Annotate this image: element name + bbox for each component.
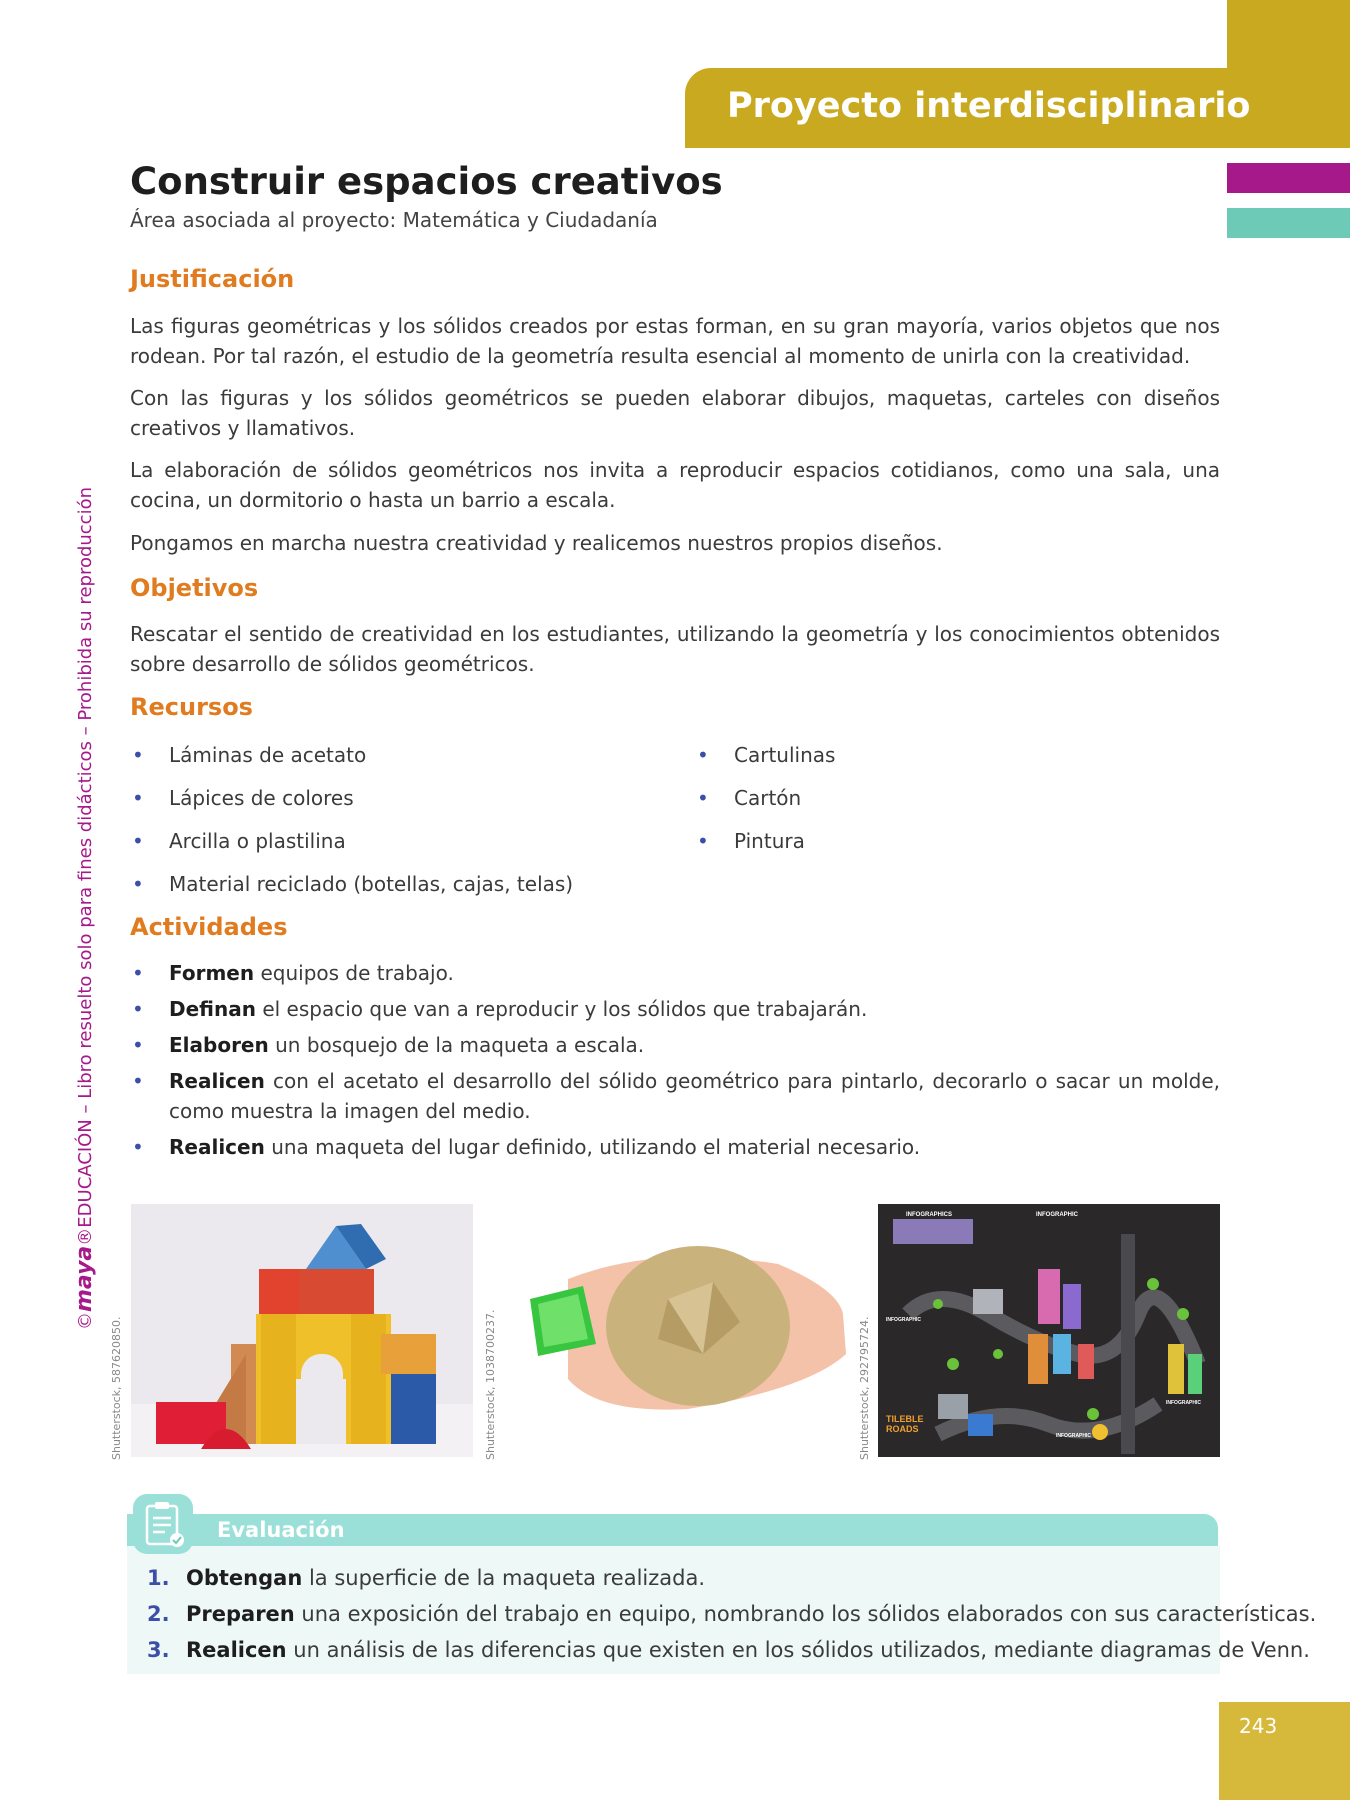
heading-recursos: Recursos [130,693,253,721]
accent-bar-magenta [1227,163,1350,193]
clay-hand-image [508,1204,846,1457]
registered-symbol: ® [75,1227,96,1246]
list-item: • Elaboren un bosquejo de la maqueta a escala. [130,1030,1220,1060]
photo-credit-1: Shutterstock, 587620850. [110,1316,123,1460]
list-item: • Arcilla o plastilina [130,826,650,869]
list-item: • Cartulinas [695,740,1095,783]
actividades-list [130,958,1220,1168]
infographic-label: INFOGRAPHIC [886,1317,921,1323]
photo-clay-hand [508,1204,846,1457]
header-gold-strip [1227,0,1350,68]
bullet-icon: • [132,997,144,1021]
heading-objetivos: Objetivos [130,574,259,602]
brand-logo: maya [72,1245,97,1312]
recursos-list-right [695,740,1095,869]
accent-bar-teal [1227,208,1350,238]
infographic-label: INFOGRAPHICS [906,1212,953,1218]
page-number-box [1219,1702,1350,1800]
clipboard-icon [133,1494,193,1554]
infographic-label: INFOGRAPHIC [1036,1212,1078,1218]
bullet-icon: • [132,1033,144,1057]
copyright-text: EDUCACIÓN – Libro resuelto solo para fines didácticos – Prohibida su reproducción [75,486,96,1228]
infographic-image [878,1204,1220,1457]
infographic-label: INFOGRAPHIC [1056,1433,1091,1439]
bullet-icon: • [697,786,709,810]
item-number: 2. [147,1602,170,1626]
infographic-roads-line1: TILEBLE [886,1414,924,1424]
justificacion-paragraph-4: Pongamos en marcha nuestra creatividad y realicemos nuestros propios diseños. [130,531,943,555]
evaluacion-list [147,1560,1316,1668]
objetivos-text: Rescatar el sentido de creatividad en los estudiantes, utilizando la geometría y los conocimientos obtenidos sobre desarrollo de sólidos geométricos. [130,622,1220,676]
list-item: • Pintura [695,826,1095,869]
justificacion-paragraph-2: Con las figuras y los sólidos geométricos se pueden elaborar dibujos, maquetas, carteles con diseños creativos y llamativos. [130,386,1220,440]
section-banner [685,68,1350,148]
list-item: • Material reciclado (botellas, cajas, telas) [130,869,650,912]
bullet-icon: • [132,829,144,853]
list-item: 2. Preparen una exposición del trabajo en equipo, nombrando los sólidos elaborados con sus características. [147,1596,1316,1632]
bullet-icon: • [697,829,709,853]
list-item: • Definan el espacio que van a reproducir y los sólidos que trabajarán. [130,994,1220,1024]
bullet-icon: • [697,743,709,767]
photo-credit-3: Shutterstock, 292795724. [858,1316,871,1460]
bullet-icon: • [132,786,144,810]
wooden-blocks-image [131,1204,473,1457]
list-item: • Láminas de acetato [130,740,650,783]
page-subtitle: Área asociada al proyecto: Matemática y Ciudadanía [130,208,658,232]
bullet-icon: • [132,1069,144,1093]
page-number: 243 [1239,1714,1278,1738]
list-item: 3. Realicen un análisis de las diferencias que existen en los sólidos utilizados, mediante diagramas de Venn. [147,1632,1316,1668]
photo-credit-2: Shutterstock, 1038700237. [484,1309,497,1460]
item-number: 1. [147,1566,170,1590]
bullet-icon: • [132,872,144,896]
evaluacion-heading: Evaluación [217,1518,345,1542]
list-item: • Lápices de colores [130,783,650,826]
page-title: Construir espacios creativos [130,160,723,203]
list-item: • Realicen una maqueta del lugar definido, utilizando el material necesario. [130,1132,1220,1162]
list-item: 1. Obtengan la superficie de la maqueta realizada. [147,1560,1316,1596]
item-number: 3. [147,1638,170,1662]
photo-wooden-blocks [131,1204,473,1457]
copyright-symbol: © [75,1312,96,1330]
justificacion-paragraph-1: Las figuras geométricas y los sólidos creados por estas forman, en su gran mayoría, varios objetos que nos rodean. Por tal razón, el estudio de la geometría resulta esencial al momento de unirla con la creatividad. [130,314,1220,368]
list-item: • Realicen con el acetato el desarrollo del sólido geométrico para pintarlo, decorarlo o sacar un molde, como muestra la imagen del medio. [130,1066,1220,1126]
infographic-label: INFOGRAPHIC [1166,1400,1201,1406]
recursos-list-left [130,740,650,912]
heading-justificacion: Justificación [130,265,295,293]
list-item: • Formen equipos de trabajo. [130,958,1220,988]
bullet-icon: • [132,743,144,767]
copyright-notice [72,487,97,1330]
justificacion-paragraph-3: La elaboración de sólidos geométricos nos invita a reproducir espacios cotidianos, como una sala, una cocina, un dormitorio o hasta un barrio a escala. [130,458,1220,512]
clipboard-icon-graphic [133,1494,193,1554]
list-item: • Cartón [695,783,1095,826]
bullet-icon: • [132,961,144,985]
banner-title: Proyecto interdisciplinario [727,86,1251,126]
infographic-roads-line2: ROADS [886,1424,919,1434]
bullet-icon: • [132,1135,144,1159]
photo-infographic [878,1204,1220,1457]
heading-actividades: Actividades [130,913,288,941]
